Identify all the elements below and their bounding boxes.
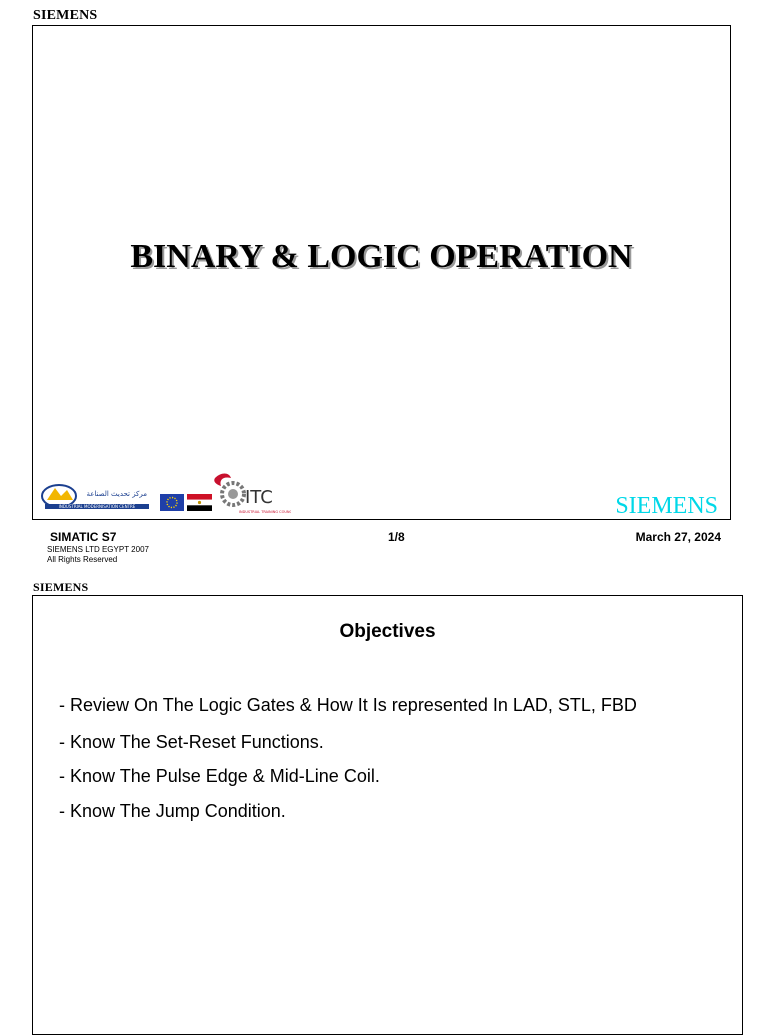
- footer-product: SIMATIC S7: [50, 530, 117, 544]
- eu-flag-icon: [160, 494, 184, 511]
- slide-1-frame: [32, 25, 731, 520]
- itc-logo: [211, 470, 291, 518]
- objectives-title: Objectives: [339, 621, 436, 642]
- objective-item: - Review On The Logic Gates & How It Is represented In LAD, STL, FBD: [59, 695, 637, 715]
- egypt-flag-icon: [187, 494, 212, 511]
- objective-item: - Know The Pulse Edge & Mid-Line Coil.: [59, 766, 380, 786]
- imc-logo: [39, 474, 151, 514]
- imc-arabic-text: مركز تحديث الصناعة: [86, 490, 147, 498]
- slide-title: BINARY & LOGIC OPERATION: [130, 238, 633, 275]
- objective-item: - Know The Jump Condition.: [59, 801, 286, 821]
- footer-date: March 27, 2024: [635, 530, 721, 544]
- slide-2-frame: [32, 595, 743, 1035]
- itc-text: ITC: [245, 487, 273, 508]
- footer-siemens-logo: SIEMENS: [615, 493, 718, 519]
- imc-english-text: INDUSTRIAL MODERNISATION CENTRE: [58, 504, 136, 510]
- footer-copyright-2: All Rights Reserved: [47, 555, 118, 564]
- footer-page-number: 1/8: [388, 530, 405, 544]
- top-brand: SIEMENS: [33, 8, 98, 23]
- footer-copyright-1: SIEMENS LTD EGYPT 2007: [47, 545, 149, 554]
- itc-sub-text: INDUSTRIAL TRAINING COUNCIL: [239, 510, 291, 514]
- objective-item: - Know The Set-Reset Functions.: [59, 732, 324, 752]
- slide-2-brand: SIEMENS: [33, 580, 89, 594]
